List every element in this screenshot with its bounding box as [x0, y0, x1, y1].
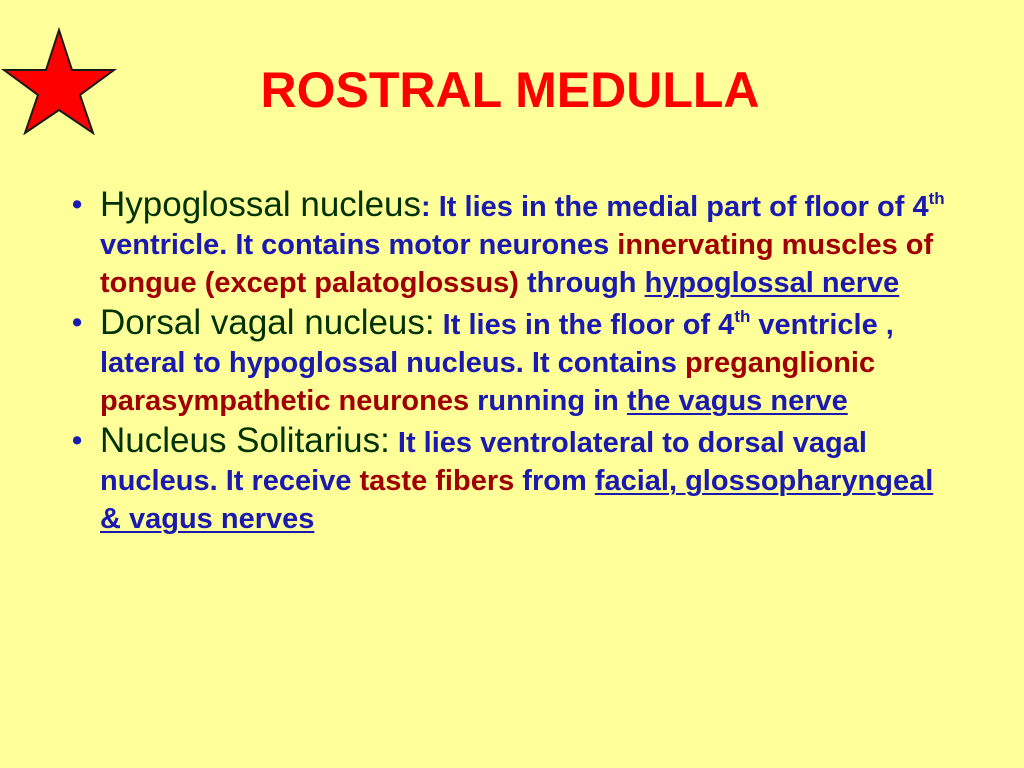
highlight-text: innervating muscles of tongue (except palatoglossus) [100, 229, 934, 299]
slide-title: ROSTRAL MEDULLA [260, 62, 760, 118]
ordinal-suffix: th [734, 307, 751, 326]
bullet-text: It lies in the floor of 4 [434, 309, 735, 341]
term-nucleus-solitarius: Nucleus Solitarius: [100, 421, 390, 460]
star-icon [0, 27, 118, 135]
bullet-text: ventricle , lateral to hypoglossal nucleus. It contains [100, 309, 894, 379]
vagus-nerve-link[interactable]: the vagus nerve [626, 385, 848, 417]
bullet-text: It lies ventrolateral to dorsal vagal nucleus. It receive [100, 427, 867, 497]
bullet-marker: • [72, 425, 83, 457]
highlight-text: preganglionic parasympathetic neurones [100, 347, 876, 417]
bullet-hypoglossal-nucleus [72, 186, 952, 302]
bullet-marker: • [72, 189, 83, 221]
bullet-text: through [518, 267, 645, 299]
hypoglossal-nerve-link[interactable]: hypoglossal nerve [644, 267, 900, 299]
bullet-text: ventricle. It contains motor neurones [100, 229, 618, 261]
term-dorsal-vagal-nucleus: Dorsal vagal nucleus: [100, 303, 435, 342]
cranial-nerves-link[interactable]: facial, glossopharyngeal & vagus nerves [100, 465, 934, 535]
bullet-text: It lies in the medial part of floor of 4 [430, 191, 929, 223]
bullet-dorsal-vagal-nucleus [72, 304, 952, 420]
bullet-text: from [514, 465, 595, 497]
bullet-list [72, 186, 952, 540]
term-hypoglossal-nucleus: Hypoglossal nucleus [100, 185, 422, 224]
term-colon: : [421, 191, 431, 223]
ordinal-suffix: th [928, 189, 945, 208]
bullet-text: running in [469, 385, 627, 417]
bullet-nucleus-solitarius [72, 422, 952, 538]
highlight-text: taste fibers [359, 465, 515, 497]
bullet-marker: • [72, 307, 83, 339]
